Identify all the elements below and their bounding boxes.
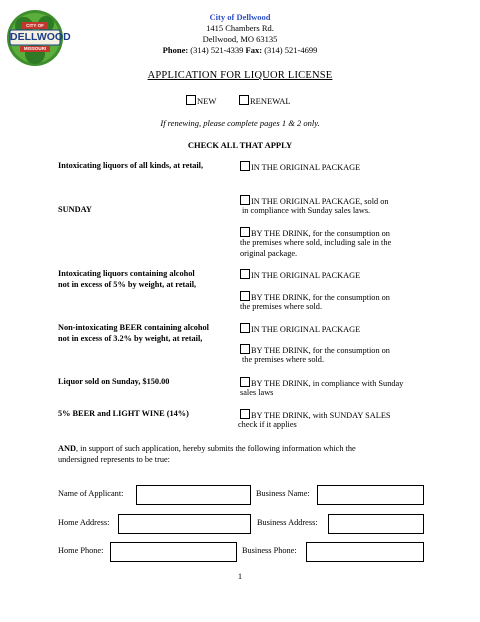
beer-by-the-drink[interactable]: BY THE DRINK, for the consumption on xyxy=(240,344,440,356)
beer-label-line1: Non-intoxicating BEER containing alcohol xyxy=(58,323,209,332)
checkbox[interactable] xyxy=(240,195,250,205)
contact-line: Phone: (314) 521-4339 Fax: (314) 521-4699 xyxy=(162,45,318,55)
support-paragraph: AND, in support of such application, hereby submits the following information which the undersigned represents to be true: xyxy=(58,444,356,464)
home-phone-label: Home Phone: xyxy=(58,546,104,555)
checkbox[interactable] xyxy=(240,323,250,333)
logo-bottom-text: MISSOURI xyxy=(23,46,47,51)
address-line-1: 1415 Chambers Rd. xyxy=(206,23,274,33)
document-title: APPLICATION FOR LIQUOR LICENSE xyxy=(147,70,333,81)
beer-opt2-line2: the premises where sold. xyxy=(242,355,325,364)
page-number: 1 xyxy=(237,571,243,581)
city-logo xyxy=(6,8,71,68)
sunday-label: SUNDAY xyxy=(58,205,92,214)
business-name-input[interactable] xyxy=(317,485,424,505)
sunday-by-the-drink[interactable]: BY THE DRINK, for the consumption on xyxy=(240,227,440,239)
business-phone-label: Business Phone: xyxy=(242,546,297,555)
sunday150-line2: sales laws xyxy=(240,388,274,397)
home-address-input[interactable] xyxy=(118,514,251,534)
checkbox[interactable] xyxy=(240,269,250,279)
checkbox[interactable] xyxy=(240,409,250,419)
logo-top-text: CITY OF xyxy=(26,23,44,28)
home-phone-input[interactable] xyxy=(110,542,237,562)
logo-name: DELLWOOD xyxy=(10,31,71,43)
business-phone-input[interactable] xyxy=(306,542,424,562)
renewal-note: If renewing, please complete pages 1 & 2 only. xyxy=(160,118,320,128)
new-checkbox[interactable] xyxy=(186,95,196,105)
business-address-input[interactable] xyxy=(328,514,424,534)
check-all-heading: CHECK ALL THAT APPLY xyxy=(187,140,293,150)
business-address-label: Business Address: xyxy=(257,518,318,527)
alc5-label-line1: Intoxicating liquors containing alcohol xyxy=(58,269,195,278)
sunday-opt2-line3: original package. xyxy=(240,249,298,258)
new-option[interactable]: NEW xyxy=(186,95,216,106)
checkbox[interactable] xyxy=(240,227,250,237)
city-name: City of Dellwood xyxy=(209,12,271,22)
beer-original-package[interactable]: IN THE ORIGINAL PACKAGE xyxy=(240,323,440,335)
home-address-label: Home Address: xyxy=(58,518,110,527)
alc5-by-the-drink[interactable]: BY THE DRINK, for the consumption on xyxy=(240,291,440,303)
wine-line2: check if it applies xyxy=(238,420,297,429)
wine-by-the-drink[interactable]: BY THE DRINK, with SUNDAY SALES xyxy=(240,409,440,421)
checkbox[interactable] xyxy=(240,344,250,354)
sunday-opt2-line2: the premises where sold, including sale in the xyxy=(240,238,392,247)
beer-label-line2: not in excess of 3.2% by weight, at retail, xyxy=(58,334,203,343)
retail-original-package[interactable]: IN THE ORIGINAL PACKAGE xyxy=(240,161,440,173)
checkbox[interactable] xyxy=(240,291,250,301)
sunday150-label: Liquor sold on Sunday, $150.00 xyxy=(58,377,170,386)
alc5-label-line2: not in excess of 5% by weight, at retail, xyxy=(58,280,197,289)
renewal-option[interactable]: RENEWAL xyxy=(239,95,291,106)
retail-label: Intoxicating liquors of all kinds, at retail, xyxy=(58,161,204,170)
applicant-name-label: Name of Applicant: xyxy=(58,489,124,498)
applicant-name-input[interactable] xyxy=(136,485,251,505)
alc5-original-package[interactable]: IN THE ORIGINAL PACKAGE xyxy=(240,269,440,281)
checkbox[interactable] xyxy=(240,377,250,387)
checkbox[interactable] xyxy=(240,161,250,171)
address-line-2: Dellwood, MO 63135 xyxy=(202,34,278,44)
business-name-label: Business Name: xyxy=(256,489,310,498)
sunday-original-package[interactable]: IN THE ORIGINAL PACKAGE, sold on xyxy=(240,195,440,207)
sunday150-by-the-drink[interactable]: BY THE DRINK, in compliance with Sunday xyxy=(240,377,440,389)
wine-label: 5% BEER and LIGHT WINE (14%) xyxy=(58,409,189,418)
alc5-opt2-line2: the premises where sold. xyxy=(240,302,323,311)
renewal-checkbox[interactable] xyxy=(239,95,249,105)
sunday-opt1-cont: in compliance with Sunday sales laws. xyxy=(242,206,371,215)
